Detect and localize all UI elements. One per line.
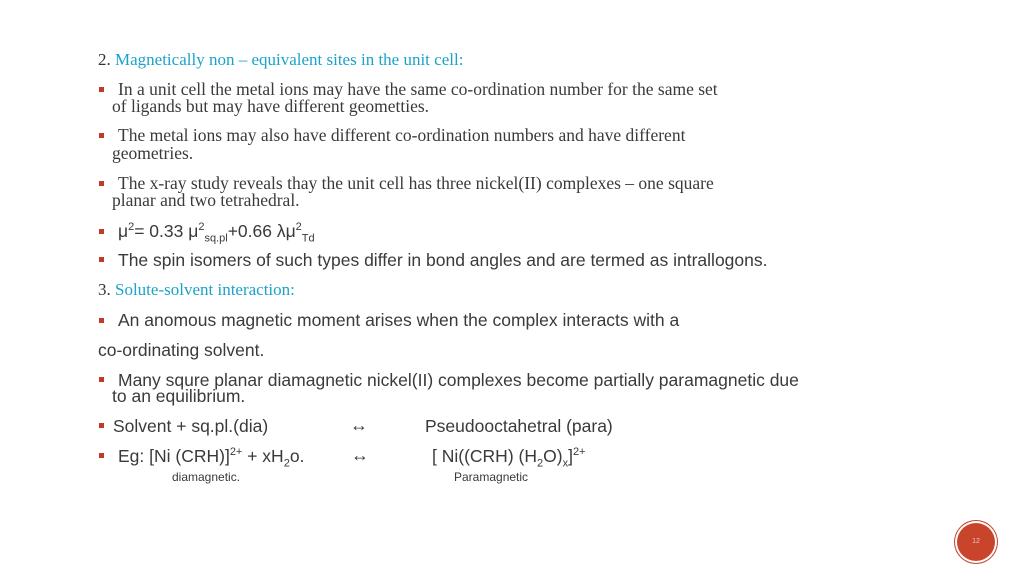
bullet-marker (99, 87, 104, 92)
bullet-marker (99, 423, 104, 428)
bullet-text-line: Many squre planar diamagnetic nickel(II) complexes become partially paramagnetic due (118, 370, 799, 390)
bullet-text-line: The metal ions may also have different co-ordination numbers and have different (118, 125, 686, 145)
bullet-marker (99, 318, 104, 323)
diamagnetic-label: diamagnetic. (172, 470, 241, 484)
paramagnetic-label: Paramagnetic (454, 470, 529, 484)
page-number-badge: 12 (957, 523, 995, 561)
magnetic-moment-formula: $\mu^2= 0.33$ $\mu^2_{sq.pl}+0.66$ $\lambda\mu^2_{Td}$ (118, 221, 315, 245)
bullet-text-line: to an equilibrium. (112, 386, 246, 406)
bullet-text-line: The x-ray study reveals thay the unit cell has three nickel(II) complexes – one square (118, 173, 714, 193)
example-left: Eg: [Ni $(CRH)]^{2+} + xH_2o$. (118, 446, 305, 470)
body-text-line: co-ordinating solvent. (98, 340, 265, 360)
equilibrium-arrow: ↔ (351, 445, 369, 465)
bullet-text-line: An anomous magnetic moment arises when the complex interacts with a (118, 310, 680, 330)
equilibrium-right: Pseudooctahetral (para) (425, 416, 613, 436)
bullet-marker (99, 453, 104, 458)
bullet-text-line: planar and two tetrahedral. (112, 190, 300, 210)
section-heading-3 (98, 280, 295, 300)
bullet-text-line: of ligands but may have different geometties. (112, 96, 430, 116)
bullet-text-line: geometries. (112, 143, 194, 163)
section-title: Solute-solvent interaction: (115, 280, 295, 299)
section-title: Magnetically non – equivalent sites in the unit cell: (115, 50, 464, 69)
section-number: 2. (98, 50, 111, 69)
bullet-marker (99, 377, 104, 382)
equilibrium-left: Solvent + sq.pl.(dia) (113, 416, 269, 436)
bullet-text-line: The spin isomers of such types differ in bond angles and are termed as intrallogons. (118, 250, 768, 270)
section-number: 3. (98, 280, 111, 299)
bullet-marker (99, 181, 104, 186)
equilibrium-arrow: ↔ (350, 415, 368, 435)
bullet-marker (99, 257, 104, 262)
bullet-marker (99, 133, 104, 138)
bullet-marker (99, 229, 104, 234)
section-heading-2 (98, 50, 463, 70)
example-right: [ Ni((CRH) $(H_2O)_x]^{2+}$ (432, 446, 586, 470)
bullet-text-line: In a unit cell the metal ions may have the same co-ordination number for the same set (118, 79, 718, 99)
